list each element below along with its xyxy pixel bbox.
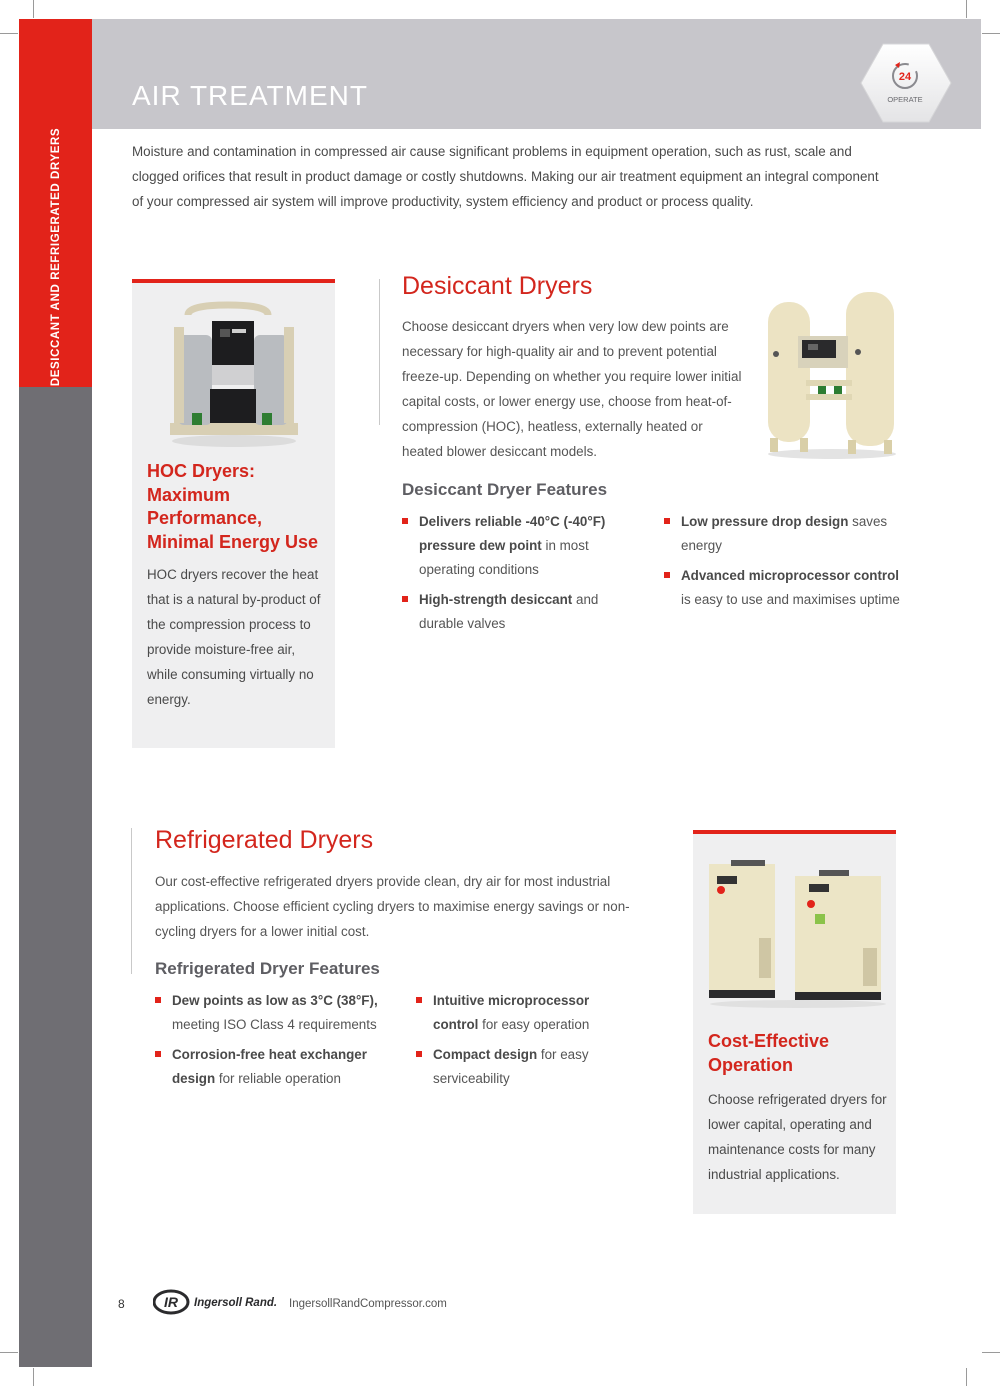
feature-item [416,989,626,1037]
feature-item [155,989,390,1037]
footer-url[interactable]: IngersollRandCompressor.com [289,1298,447,1310]
ingersoll-rand-logo [153,1288,278,1316]
page-number: 8 [118,1297,125,1311]
svg-text:IR: IR [164,1294,178,1310]
hoc-panel-body: HOC dryers recover the heat that is a natural by-product of the compression process to provide moisture-free air, while consuming virtually no energy. [147,567,321,707]
feature-text: is easy to use and maximises uptime [681,592,900,607]
feature-item [664,564,904,612]
badge-number: 24 [898,71,912,83]
operate-badge [859,38,953,128]
feature-bold: Corrosion-free heat exchanger design [172,1047,367,1086]
crop-mark [33,0,34,18]
feature-bold: Delivers reliable -40°C (-40°F) pressure dew point [419,514,606,553]
refrigerated-features-col2 [416,989,626,1097]
desiccant-features-title: Desiccant Dryer Features [402,480,608,499]
feature-bold: Compact design [433,1047,538,1062]
sidebar-grey-block [19,387,92,1367]
sidebar-label [19,19,92,387]
cost-panel-body: Choose refrigerated dryers for lower capital, operating and maintenance costs for many industrial applications. [708,1092,887,1182]
hoc-panel [132,279,335,748]
feature-text: saves energy [681,514,888,553]
feature-text: for easy operation [478,1017,590,1032]
header-band [92,19,981,129]
feature-bold: Intuitive microprocessor control [433,993,590,1032]
desiccant-features-col1 [402,510,642,642]
feature-item [402,588,642,636]
feature-text: in most operating conditions [419,538,589,577]
refrigerated-features-col1 [155,989,390,1097]
badge-label: OPERATE [887,95,923,104]
crop-mark [982,33,1000,34]
feature-text: and durable valves [419,592,599,631]
crop-mark [0,1352,18,1353]
svg-text:Ingersoll Rand.: Ingersoll Rand. [194,1297,278,1309]
refrigerated-features-title: Refrigerated Dryer Features [155,959,380,978]
hoc-dryer-image [158,301,308,451]
hoc-panel-title: HOC Dryers: Maximum Performance, Minimal Energy Use [147,461,319,552]
refrigerated-body: Our cost-effective refrigerated dryers provide clean, dry air for most industrial applications. Choose efficient cycling dryers to maximise energy savings or non-cycling dryers for a lower initial cost. [155,874,630,939]
desiccant-title: Desiccant Dryers [402,272,593,300]
sidebar-label-text: DESICCANT AND REFRIGERATED DRYERS [49,127,62,387]
crop-mark [0,33,18,34]
desiccant-features-col2 [664,510,904,618]
desiccant-body: Choose desiccant dryers when very low dew points are necessary for high-quality air and to prevent potential freeze-up. Depending on whether you require lower initial capital costs, or lower energy use, choose from heat-of-compression (HOC), heatless, externally heated or heated blower desiccant models. [402,319,742,459]
section-divider [131,828,132,974]
feature-text: for easy serviceability [433,1047,589,1086]
feature-bold: High-strength desiccant [419,592,573,607]
feature-bold: Dew points as low as 3°C (38°F), [172,993,378,1008]
section-divider [379,279,380,425]
cost-panel-title: Cost-Effective Operation [708,1031,830,1075]
feature-item [402,510,642,582]
feature-bold: Advanced microprocessor control [681,568,900,583]
feature-item [416,1043,626,1091]
crop-mark [966,0,967,18]
intro-paragraph: Moisture and contamination in compressed air cause significant problems in equipment operation, such as rust, scale and clogged orifices that result in product damage or costly shutdowns. Making our air treatment equipment an integral component of your compressed air system will improve productivity, system efficiency and product or process quality. [132,144,879,209]
feature-item [155,1043,390,1091]
crop-mark [33,1368,34,1386]
feature-text: meeting ISO Class 4 requirements [172,1017,377,1032]
page-title: AIR TREATMENT [132,80,368,111]
cost-panel [693,830,896,1214]
desiccant-dryer-image [762,288,902,460]
crop-mark [982,1352,1000,1353]
feature-item [664,510,904,558]
refrigerated-dryer-image [703,858,888,1008]
crop-mark [966,1368,967,1386]
feature-text: for reliable operation [215,1071,341,1086]
feature-bold: Low pressure drop design [681,514,849,529]
refrigerated-title: Refrigerated Dryers [155,826,374,854]
